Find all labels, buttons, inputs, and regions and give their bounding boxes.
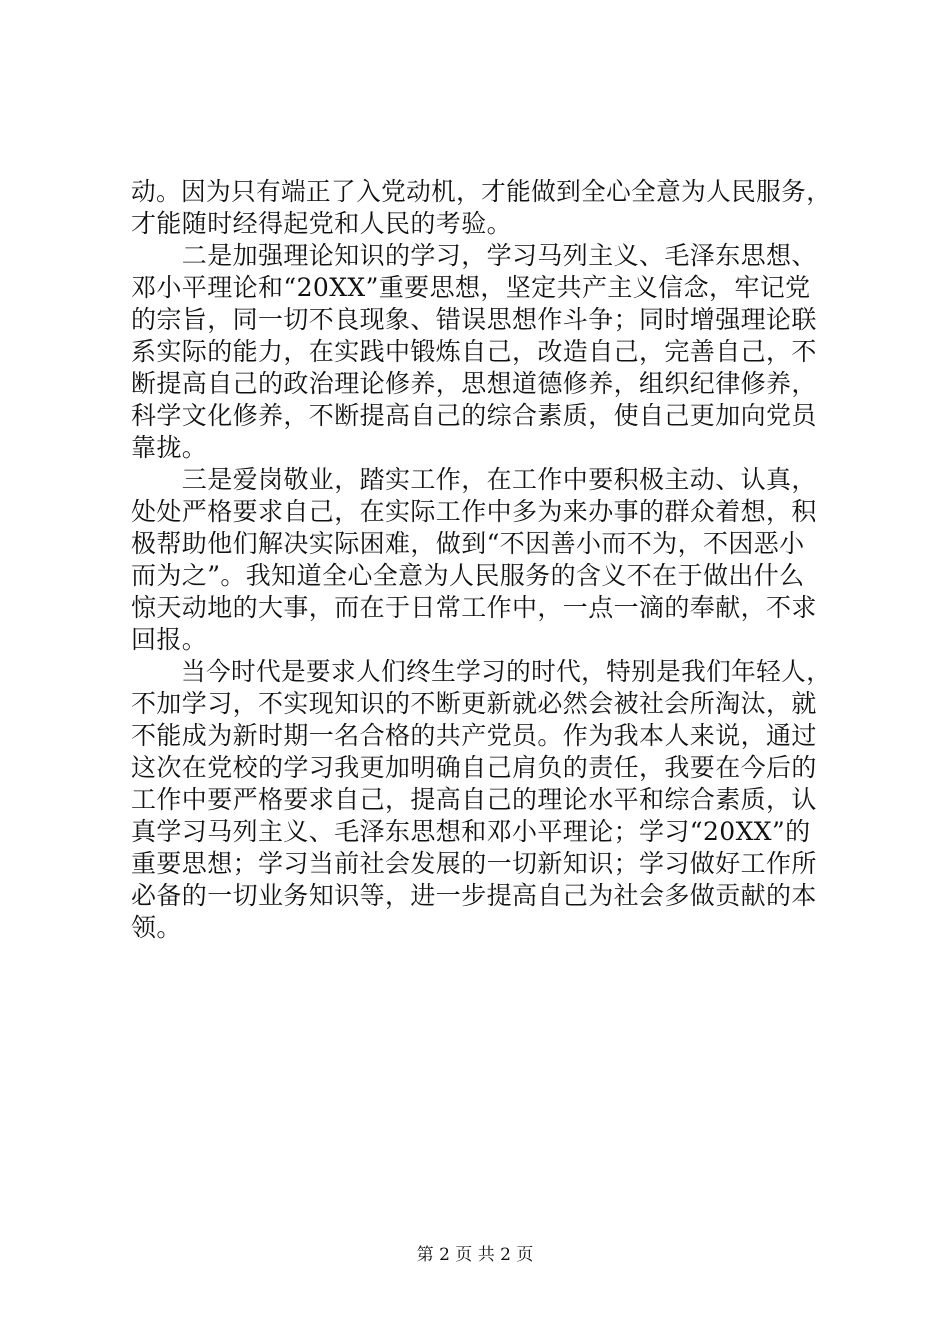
text-line: 二是加强理论知识的学习，学习马列主义、毛泽东思想、: [131, 241, 817, 270]
text-line: 当今时代是要求人们终生学习的时代，特别是我们年轻人，: [131, 657, 832, 686]
page-footer: [0, 1244, 950, 1266]
text-line: 领。: [131, 913, 182, 942]
text-line: 不加学习，不实现知识的不断更新就必然会被社会所淘汰，就: [131, 689, 817, 718]
text-line: 系实际的能力，在实践中锻炼自己，改造自己，完善自己，不: [131, 337, 817, 366]
text-line: 真学习马列主义、毛泽东思想和邓小平理论；学习“20XX”的: [131, 817, 811, 846]
text-line: 邓小平理论和“20XX”重要思想，坚定共产主义信念，牢记党: [131, 273, 811, 302]
text-line: 才能随时经得起党和人民的考验。: [131, 209, 513, 238]
text-line: 三是爱岗敬业，踏实工作，在工作中要积极主动、认真，: [131, 465, 817, 494]
text-line: 工作中要严格要求自己，提高自己的理论水平和综合素质，认: [131, 785, 817, 814]
text-line: 处处严格要求自己，在实际工作中多为来办事的群众着想，积: [131, 497, 817, 526]
text-line: 重要思想；学习当前社会发展的一切新知识；学习做好工作所: [131, 849, 817, 878]
document-body: [131, 176, 831, 944]
text-line: 惊天动地的大事，而在于日常工作中，一点一滴的奉献，不求: [131, 593, 817, 622]
text-line: 而为之”。我知道全心全意为人民服务的含义不在于做出什么: [131, 561, 805, 590]
text-line: 回报。: [131, 625, 208, 654]
text-line: 的宗旨，同一切不良现象、错误思想作斗争；同时增强理论联: [131, 305, 817, 334]
text-line: 极帮助他们解决实际困难，做到“不因善小而不为，不因恶小: [131, 529, 805, 558]
text-line: 靠拢。: [131, 433, 208, 462]
text-line: 不能成为新时期一名合格的共产党员。作为我本人来说，通过: [131, 721, 817, 750]
text-line: 科学文化修养，不断提高自己的综合素质，使自己更加向党员: [131, 401, 817, 430]
text-line: 动。因为只有端正了入党动机，才能做到全心全意为人民服务，: [131, 177, 832, 206]
text-line: 这次在党校的学习我更加明确自己肩负的责任，我要在今后的: [131, 753, 817, 782]
page-number: 第 2 页 共 2 页: [416, 1245, 534, 1265]
text-line: 断提高自己的政治理论修养，思想道德修养，组织纪律修养，: [131, 369, 817, 398]
text-line: 必备的一切业务知识等，进一步提高自己为社会多做贡献的本: [131, 881, 817, 910]
